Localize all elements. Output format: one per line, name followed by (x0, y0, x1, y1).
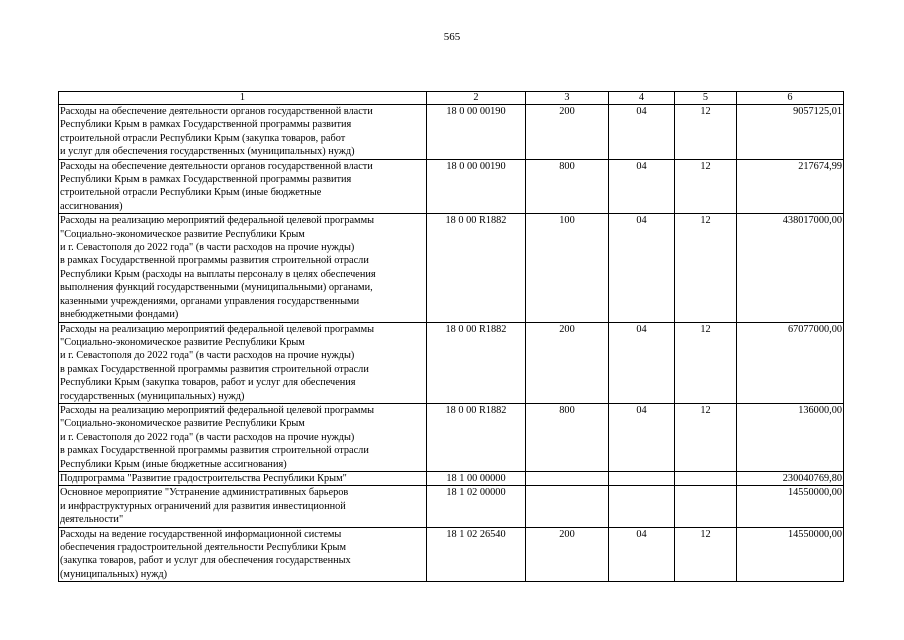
target-article-code: 18 0 00 00190 (427, 105, 526, 160)
row-description: Расходы на ведение государственной информационной системы обеспечения градостроительной деятельности Республики Крым (закупка товаров, работ и услуг для обеспечения государственных (муниципальных) нужд) (59, 527, 427, 582)
section-code: 04 (609, 214, 675, 322)
row-description: Расходы на реализацию мероприятий федеральной целевой программы "Социально-экономическое развитие Республики Крым и г. Севастополя до 2022 года" (в части расходов на прочие нужды) в рамках Государственной программы развития строительной отрасли Республики Крым (иные бюджетные ассигнования) (59, 403, 427, 471)
amount: 230040769,80 (737, 471, 844, 485)
target-article-code: 18 0 00 00190 (427, 159, 526, 214)
target-article-code: 18 0 00 R1882 (427, 403, 526, 471)
section-code: 04 (609, 159, 675, 214)
subsection-code (675, 471, 737, 485)
target-article-code: 18 0 00 R1882 (427, 214, 526, 322)
subsection-code: 12 (675, 159, 737, 214)
table-row (59, 214, 844, 322)
expense-type-code: 200 (526, 105, 609, 160)
amount: 217674,99 (737, 159, 844, 214)
expense-type-code: 200 (526, 322, 609, 403)
column-number-row (59, 92, 844, 105)
amount: 9057125,01 (737, 105, 844, 160)
budget-table (58, 91, 844, 582)
expense-type-code: 800 (526, 403, 609, 471)
table-row (59, 403, 844, 471)
table-row (59, 322, 844, 403)
subsection-code: 12 (675, 322, 737, 403)
row-description: Основное мероприятие "Устранение административных барьеров и инфраструктурных ограничений для развития инвестиционной деятельности" (59, 486, 427, 527)
section-code (609, 471, 675, 485)
expense-type-code (526, 486, 609, 527)
target-article-code: 18 1 02 00000 (427, 486, 526, 527)
amount: 14550000,00 (737, 486, 844, 527)
section-code: 04 (609, 527, 675, 582)
row-description: Расходы на реализацию мероприятий федеральной целевой программы "Социально-экономическое развитие Республики Крым и г. Севастополя до 2022 года" (в части расходов на прочие нужды) в рамках Государственной программы развития строительной отрасли Республики Крым (закупка товаров, работ и услуг для обеспечения государственных (муниципальных) нужд) (59, 322, 427, 403)
section-code: 04 (609, 105, 675, 160)
subsection-code: 12 (675, 527, 737, 582)
amount: 67077000,00 (737, 322, 844, 403)
column-header: 6 (737, 92, 844, 105)
column-header: 1 (59, 92, 427, 105)
subsection-code: 12 (675, 214, 737, 322)
expense-type-code: 800 (526, 159, 609, 214)
row-description: Расходы на обеспечение деятельности органов государственной власти Республики Крым в рамках Государственной программы развития строительной отрасли Республики Крым (иные бюджетные ассигнования) (59, 159, 427, 214)
section-code: 04 (609, 322, 675, 403)
table-row (59, 471, 844, 485)
column-header: 2 (427, 92, 526, 105)
row-description: Расходы на обеспечение деятельности органов государственной власти Республики Крым в рамках Государственной программы развития строительной отрасли Республики Крым (закупка товаров, работ и услуг для обеспечения государственных (муниципальных) нужд) (59, 105, 427, 160)
subsection-code (675, 486, 737, 527)
expense-type-code (526, 471, 609, 485)
amount: 136000,00 (737, 403, 844, 471)
row-description: Подпрограмма "Развитие градостроительства Республики Крым" (59, 471, 427, 485)
expense-type-code: 200 (526, 527, 609, 582)
expense-type-code: 100 (526, 214, 609, 322)
subsection-code: 12 (675, 403, 737, 471)
amount: 438017000,00 (737, 214, 844, 322)
section-code: 04 (609, 403, 675, 471)
column-header: 3 (526, 92, 609, 105)
target-article-code: 18 1 00 00000 (427, 471, 526, 485)
page-number: 565 (443, 31, 461, 43)
target-article-code: 18 1 02 26540 (427, 527, 526, 582)
subsection-code: 12 (675, 105, 737, 160)
table-row (59, 486, 844, 527)
table-row (59, 159, 844, 214)
table-row (59, 105, 844, 160)
row-description: Расходы на реализацию мероприятий федеральной целевой программы "Социально-экономическое развитие Республики Крым и г. Севастополя до 2022 года" (в части расходов на прочие нужды) в рамках Государственной программы развития строительной отрасли Республики Крым (расходы на выплаты персоналу в целях обеспечения выполнения функций государственными (муниципальными) органами, казенными учреждениями, органами управления государственными внебюджетными фондами) (59, 214, 427, 322)
column-header: 4 (609, 92, 675, 105)
section-code (609, 486, 675, 527)
table-row (59, 527, 844, 582)
target-article-code: 18 0 00 R1882 (427, 322, 526, 403)
column-header: 5 (675, 92, 737, 105)
amount: 14550000,00 (737, 527, 844, 582)
